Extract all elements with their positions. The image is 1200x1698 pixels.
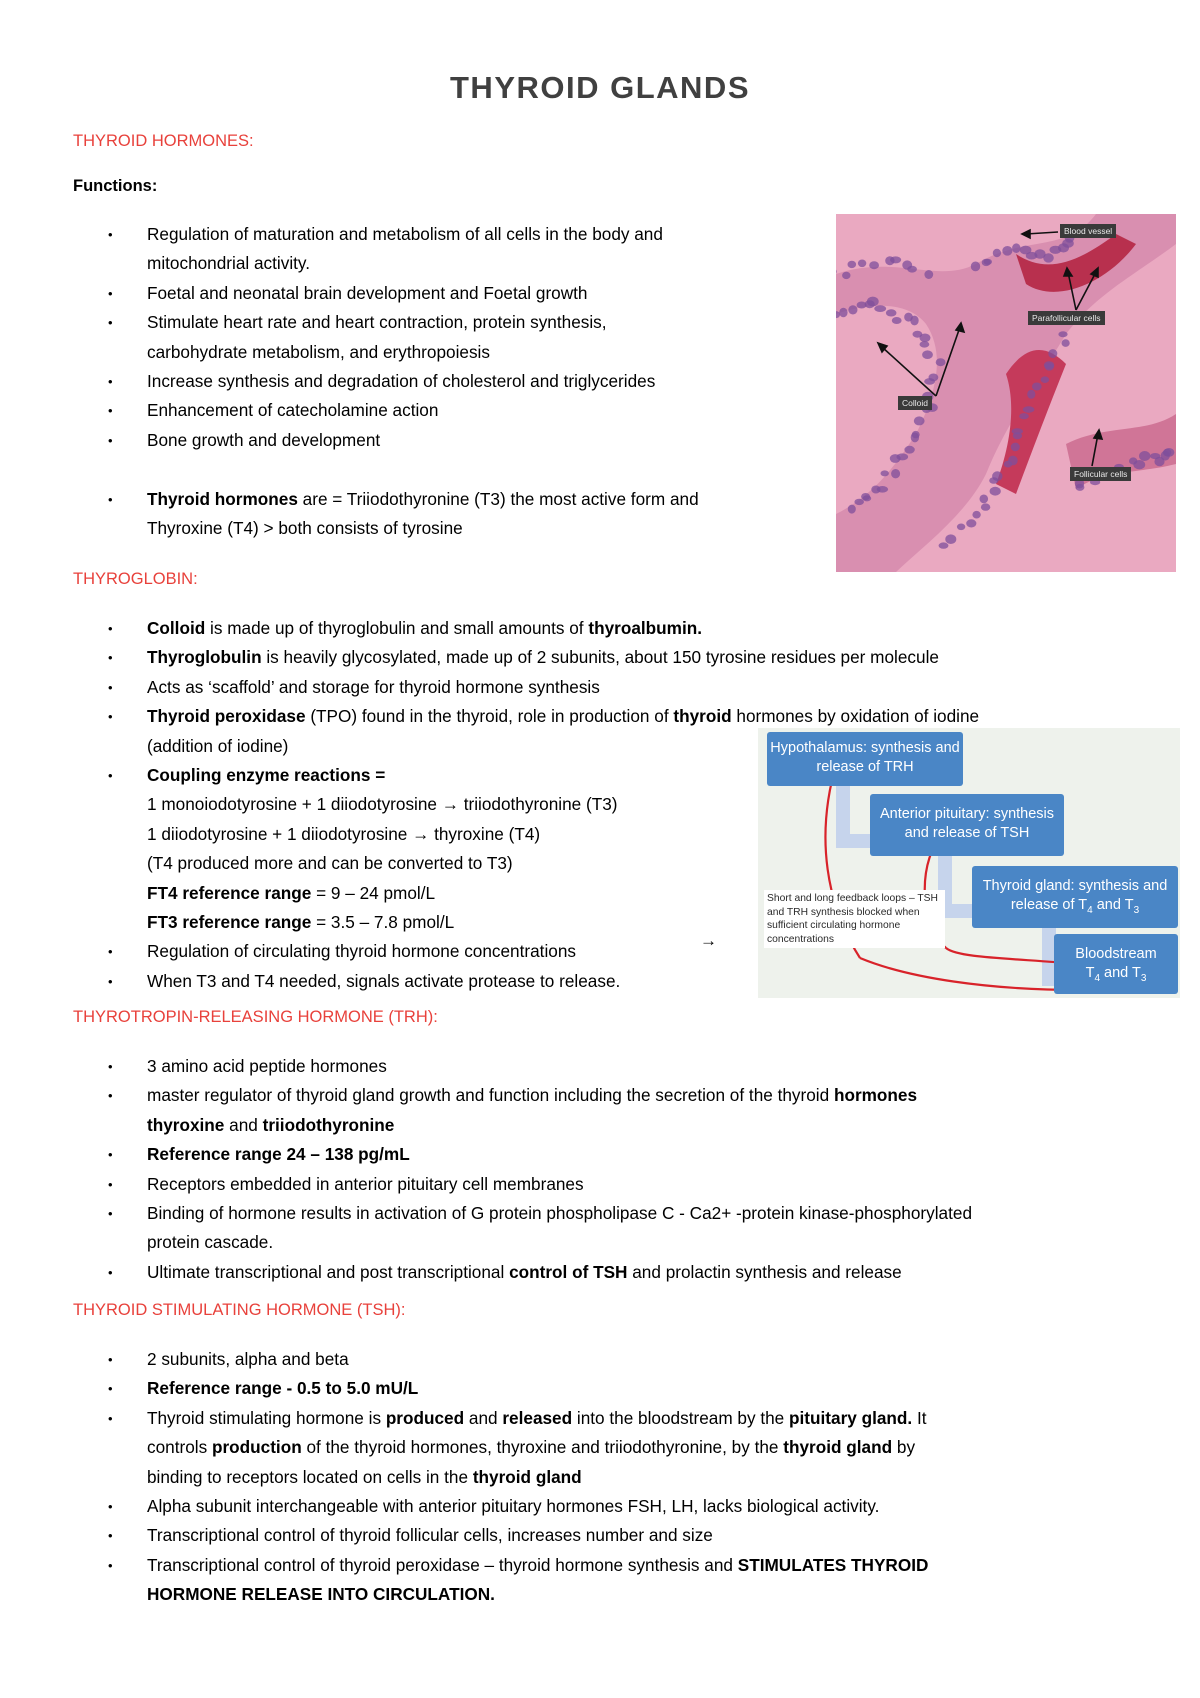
heading-thyroglobin: THYROGLOBIN: bbox=[73, 570, 198, 588]
list-item: • Enhancement of catecholamine action bbox=[0, 396, 699, 425]
list-item: • Thyroid hormones are = Triiodothyronine (T3) the most active form and bbox=[0, 485, 699, 514]
list-item: • Alpha subunit interchangeable with anterior pituitary hormones FSH, LH, lacks biological activity. bbox=[0, 1492, 928, 1521]
bullet-icon: • bbox=[108, 1206, 113, 1222]
bullet-icon: • bbox=[108, 1352, 113, 1367]
list-item: • Transcriptional control of thyroid follicular cells, increases number and size bbox=[0, 1521, 928, 1550]
document-title: THYROID GLANDS bbox=[450, 70, 750, 105]
bullet-icon: • bbox=[108, 285, 113, 301]
bullet-icon: • bbox=[108, 1410, 113, 1426]
label-blood-vessel: Blood vessel bbox=[1060, 224, 1116, 238]
bullet-icon: • bbox=[108, 1176, 113, 1192]
heading-tsh: THYROID STIMULATING HORMONE (TSH): bbox=[73, 1301, 406, 1319]
list-item-continuation: FT3 reference range = 3.5 – 7.8 pmol/L bbox=[147, 912, 455, 933]
list-item: • Foetal and neonatal brain development and Foetal growth bbox=[0, 279, 699, 308]
list-item: • Ultimate transcriptional and post transcriptional control of TSH and prolactin synthesis and release bbox=[0, 1258, 972, 1287]
bullet-icon: • bbox=[108, 432, 113, 448]
feedback-note: Short and long feedback loops – TSH and TRH synthesis blocked when sufficient circulating hormone concentrations bbox=[764, 890, 945, 948]
trh-list bbox=[0, 1052, 972, 1287]
list-item: • Transcriptional control of thyroid peroxidase – thyroid hormone synthesis and STIMULATES THYROID bbox=[0, 1551, 928, 1580]
list-item: • Stimulate heart rate and heart contraction, protein synthesis, bbox=[0, 308, 699, 337]
box-hypothalamus: Hypothalamus: synthesis and release of TRH bbox=[767, 732, 963, 786]
bullet-icon: • bbox=[108, 227, 113, 242]
label-parafollicular-cells: Parafollicular cells bbox=[1028, 311, 1105, 325]
list-item: • Thyroglobulin is heavily glycosylated, made up of 2 subunits, about 150 tyrosine residues per molecule bbox=[0, 643, 979, 672]
heading-thyroid-hormones: THYROID HORMONES: bbox=[73, 132, 254, 150]
list-item: • Receptors embedded in anterior pituitary cell membranes bbox=[0, 1170, 972, 1199]
list-item: • When T3 and T4 needed, signals activate protease to release. bbox=[0, 967, 979, 996]
right-arrow-icon: → bbox=[700, 931, 717, 950]
list-item: • Thyroid peroxidase (TPO) found in the thyroid, role in production of thyroid hormones by oxidation of iodine bbox=[0, 702, 979, 731]
bullet-icon: • bbox=[108, 621, 113, 636]
list-item-continuation: thyroxine and triiodothyronine bbox=[147, 1114, 395, 1135]
list-item: • Bone growth and development bbox=[0, 426, 699, 455]
bullet-icon: • bbox=[108, 768, 113, 784]
list-item-continuation: HORMONE RELEASE INTO CIRCULATION. bbox=[147, 1584, 495, 1605]
heading-trh: THYROTROPIN-RELEASING HORMONE (TRH): bbox=[73, 1008, 438, 1026]
list-item-continuation: 1 monoiodotyrosine + 1 diiodotyrosine → triiodothyronine (T3) bbox=[147, 794, 618, 815]
bullet-icon: • bbox=[108, 1381, 113, 1397]
list-item: • Binding of hormone results in activation of G protein phospholipase C - Ca2+ -protein kinase-phosphorylated bbox=[0, 1199, 972, 1228]
list-item-continuation: carbohydrate metabolism, and erythropoiesis bbox=[147, 341, 490, 362]
list-item: • Thyroid stimulating hormone is produced and released into the bloodstream by the pituitary gland. It bbox=[0, 1404, 928, 1433]
list-item-continuation: (T4 produced more and can be converted to T3) bbox=[147, 853, 513, 874]
list-item: • Acts as ‘scaffold’ and storage for thyroid hormone synthesis bbox=[0, 673, 979, 702]
bullet-icon: • bbox=[108, 944, 113, 960]
subheading-functions: Functions: bbox=[73, 177, 158, 195]
list-item: • Regulation of maturation and metabolism of all cells in the body and bbox=[0, 220, 699, 249]
list-item: • master regulator of thyroid gland growth and function including the secretion of the thyroid hormones bbox=[0, 1081, 972, 1110]
feedback-loop-diagram bbox=[758, 728, 1180, 998]
list-item: • 3 amino acid peptide hormones bbox=[0, 1052, 972, 1081]
bullet-icon: • bbox=[108, 315, 113, 331]
bullet-icon: • bbox=[108, 709, 113, 725]
list-item: • Reference range 24 – 138 pg/mL bbox=[0, 1140, 972, 1169]
bullet-icon: • bbox=[108, 491, 113, 507]
list-item: • Reference range - 0.5 to 5.0 mU/L bbox=[0, 1374, 928, 1403]
histology-arrows bbox=[836, 214, 1176, 572]
list-item: • Regulation of circulating thyroid hormone concentrations bbox=[0, 937, 979, 966]
bullet-icon: • bbox=[108, 1059, 113, 1074]
bullet-icon: • bbox=[108, 403, 113, 419]
list-item: • Colloid is made up of thyroglobulin and small amounts of thyroalbumin. bbox=[0, 614, 979, 643]
bullet-icon: • bbox=[108, 1499, 113, 1515]
tsh-list bbox=[0, 1345, 928, 1610]
list-item-continuation: mitochondrial activity. bbox=[147, 253, 311, 274]
box-thyroid-gland: Thyroid gland: synthesis and release of $T_4$ and $T_3$ bbox=[972, 866, 1178, 928]
list-item-continuation: 1 diiodotyrosine + 1 diiodotyrosine → thyroxine (T4) bbox=[147, 823, 541, 844]
thyroid-histology-image bbox=[836, 214, 1176, 572]
list-item: • Increase synthesis and degradation of cholesterol and triglycerides bbox=[0, 367, 699, 396]
bullet-icon: • bbox=[108, 679, 113, 695]
bullet-icon: • bbox=[108, 1147, 113, 1163]
label-colloid: Colloid bbox=[898, 396, 932, 410]
list-item: • Coupling enzyme reactions = bbox=[0, 761, 979, 790]
bullet-icon: • bbox=[108, 1264, 113, 1280]
list-item-continuation: binding to receptors located on cells in the thyroid gland bbox=[147, 1466, 582, 1487]
bullet-icon: • bbox=[108, 973, 113, 989]
list-item-continuation: (addition of iodine) bbox=[147, 735, 289, 756]
bullet-icon: • bbox=[108, 650, 113, 666]
box-bloodstream: Bloodstream $T_4$ and $T_3$ bbox=[1054, 934, 1178, 994]
list-item-continuation: protein cascade. bbox=[147, 1232, 274, 1253]
bullet-icon: • bbox=[108, 1557, 113, 1573]
list-item: • 2 subunits, alpha and beta bbox=[0, 1345, 928, 1374]
bullet-icon: • bbox=[108, 1088, 113, 1104]
functions-list bbox=[0, 220, 699, 543]
bullet-icon: • bbox=[108, 1528, 113, 1544]
list-item-continuation: Thyroxine (T4) > both consists of tyrosine bbox=[147, 518, 463, 539]
list-item-continuation: FT4 reference range = 9 – 24 pmol/L bbox=[147, 882, 436, 903]
label-follicular-cells: Follicular cells bbox=[1070, 467, 1131, 481]
bullet-icon: • bbox=[108, 374, 113, 390]
box-anterior-pituitary: Anterior pituitary: synthesis and release of TSH bbox=[870, 794, 1064, 856]
list-item-continuation: controls production of the thyroid hormones, thyroxine and triiodothyronine, by the thyroid gland by bbox=[147, 1437, 916, 1458]
